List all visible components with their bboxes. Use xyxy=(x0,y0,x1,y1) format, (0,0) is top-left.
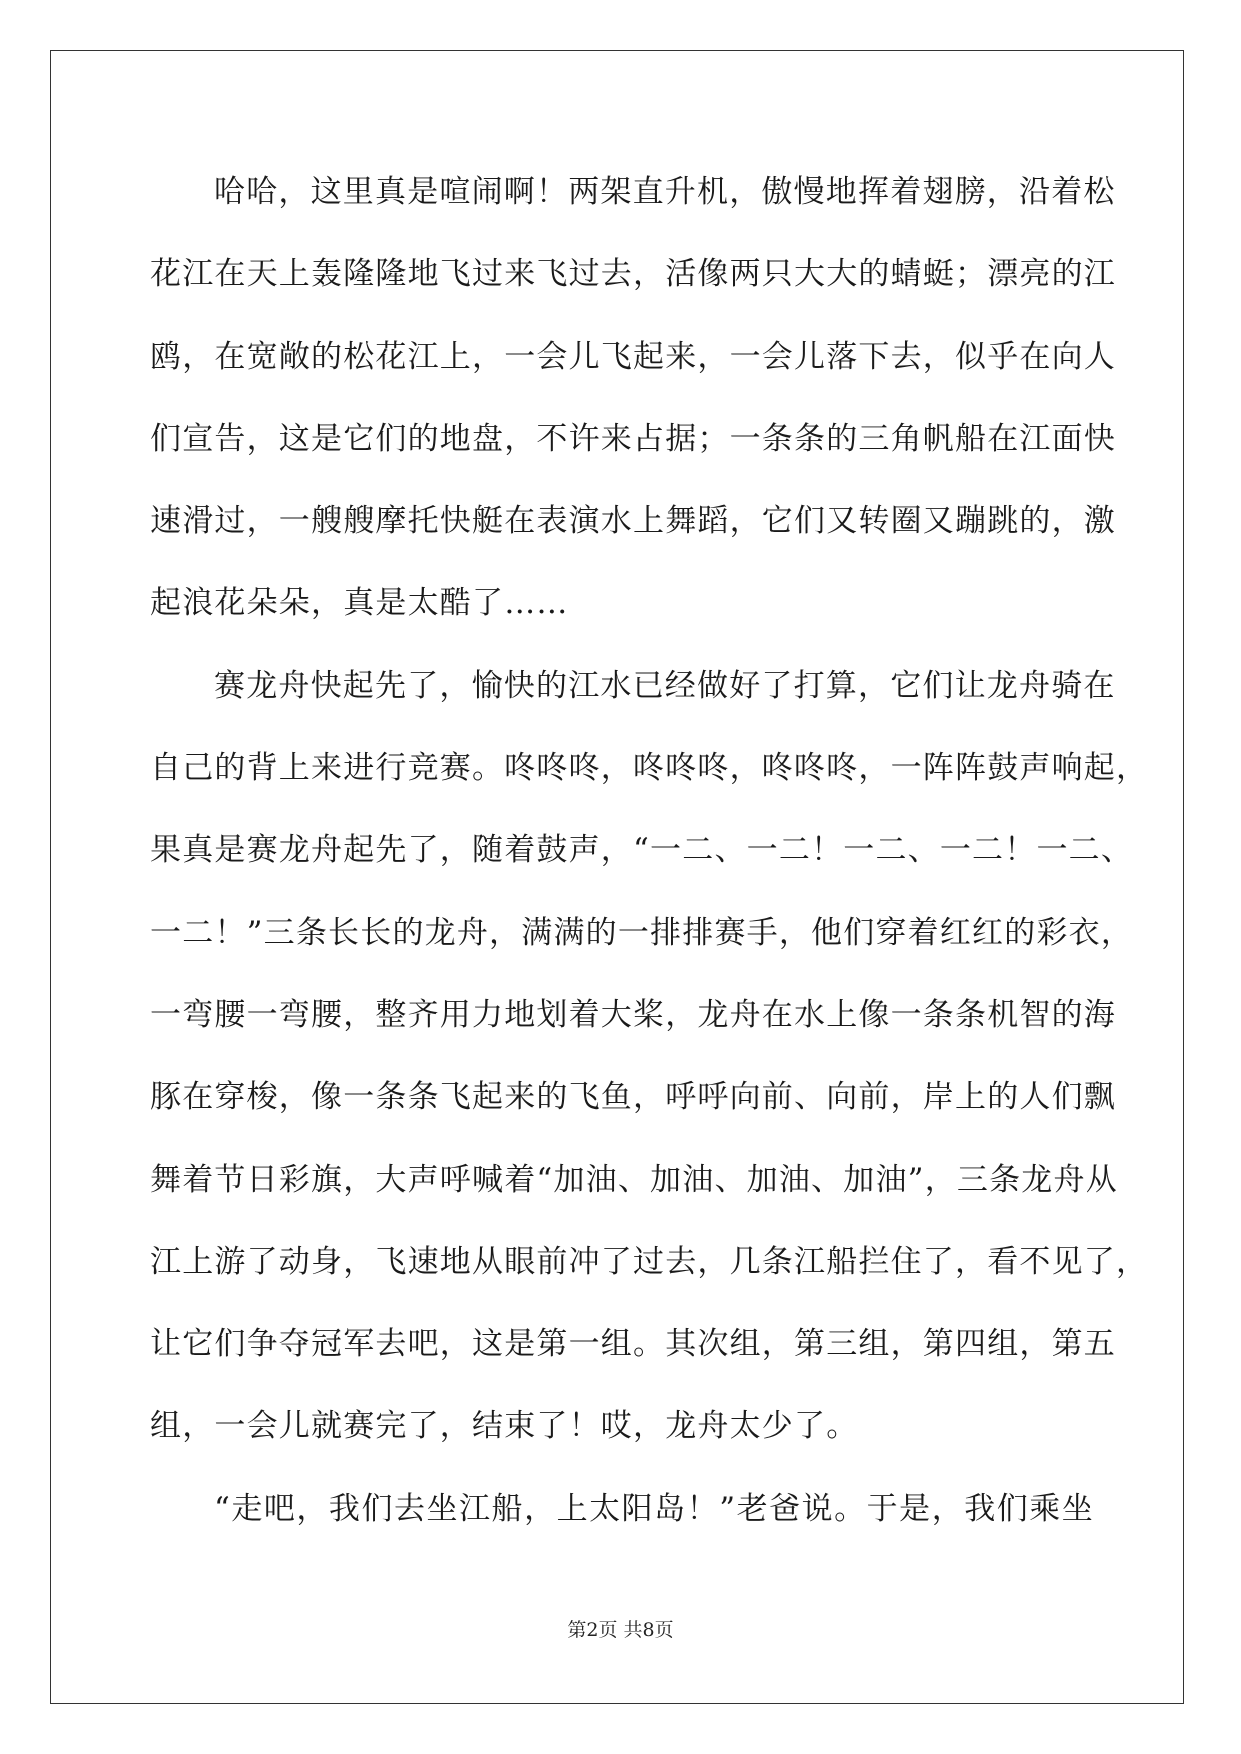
paragraph-2-line-1: 赛龙舟快起先了，愉快的江水已经做好了打算，它们让龙舟骑在 xyxy=(214,667,1116,704)
paragraph-1-line-3: 鸥，在宽敞的松花江上，一会儿飞起来，一会儿落下去，似乎在向人 xyxy=(150,338,1116,375)
paragraph-1-line-5: 速滑过，一艘艘摩托快艇在表演水上舞蹈，它们又转圈又蹦跳的，激 xyxy=(150,503,1116,540)
paragraph-2-line-2: 自己的背上来进行竞赛。咚咚咚，咚咚咚，咚咚咚，一阵阵鼓声响起， xyxy=(150,750,1149,787)
paragraph-2-line-4: 一二！”三条长长的龙舟，满满的一排排赛手，他们穿着红红的彩衣， xyxy=(150,914,1134,951)
paragraph-2-line-3: 果真是赛龙舟起先了，随着鼓声，“一二、一二！一二、一二！一二、 xyxy=(150,832,1134,869)
paragraph-1-line-6: 起浪花朵朵，真是太酷了…… xyxy=(150,585,569,622)
paragraph-1-line-4: 们宣告，这是它们的地盘，不许来占据；一条条的三角帆船在江面快 xyxy=(150,420,1116,457)
paragraph-2-line-10: 组，一会儿就赛完了，结束了！哎，龙舟太少了。 xyxy=(150,1408,859,1445)
document-body xyxy=(150,163,1149,1562)
paragraph-2-line-9: 让它们争夺冠军去吧，这是第一组。其次组，第三组，第四组，第五 xyxy=(150,1326,1116,1363)
paragraph-3-line-1: “走吧，我们去坐江船，上太阳岛！”老爸说。于是，我们乘坐 xyxy=(214,1490,1094,1527)
paragraph-1-line-1: 哈哈，这里真是喧闹啊！两架直升机，傲慢地挥着翅膀，沿着松 xyxy=(214,174,1116,210)
paragraph-2-line-5: 一弯腰一弯腰，整齐用力地划着大桨，龙舟在水上像一条条机智的海 xyxy=(150,996,1116,1033)
paragraph-2-line-8: 江上游了动身，飞速地从眼前冲了过去，几条江船拦住了，看不见了， xyxy=(150,1243,1149,1280)
paragraph-2-line-6: 豚在穿梭，像一条条飞起来的飞鱼，呼呼向前、向前，岸上的人们飘 xyxy=(150,1079,1116,1116)
paragraph-1-line-2: 花江在天上轰隆隆地飞过来飞过去，活像两只大大的蜻蜓；漂亮的江 xyxy=(150,256,1116,293)
paragraph-2-line-7: 舞着节日彩旗，大声呼喊着“加油、加油、加油、加油”，三条龙舟从 xyxy=(150,1161,1118,1198)
page-number: 第2页 共8页 xyxy=(567,1619,674,1641)
